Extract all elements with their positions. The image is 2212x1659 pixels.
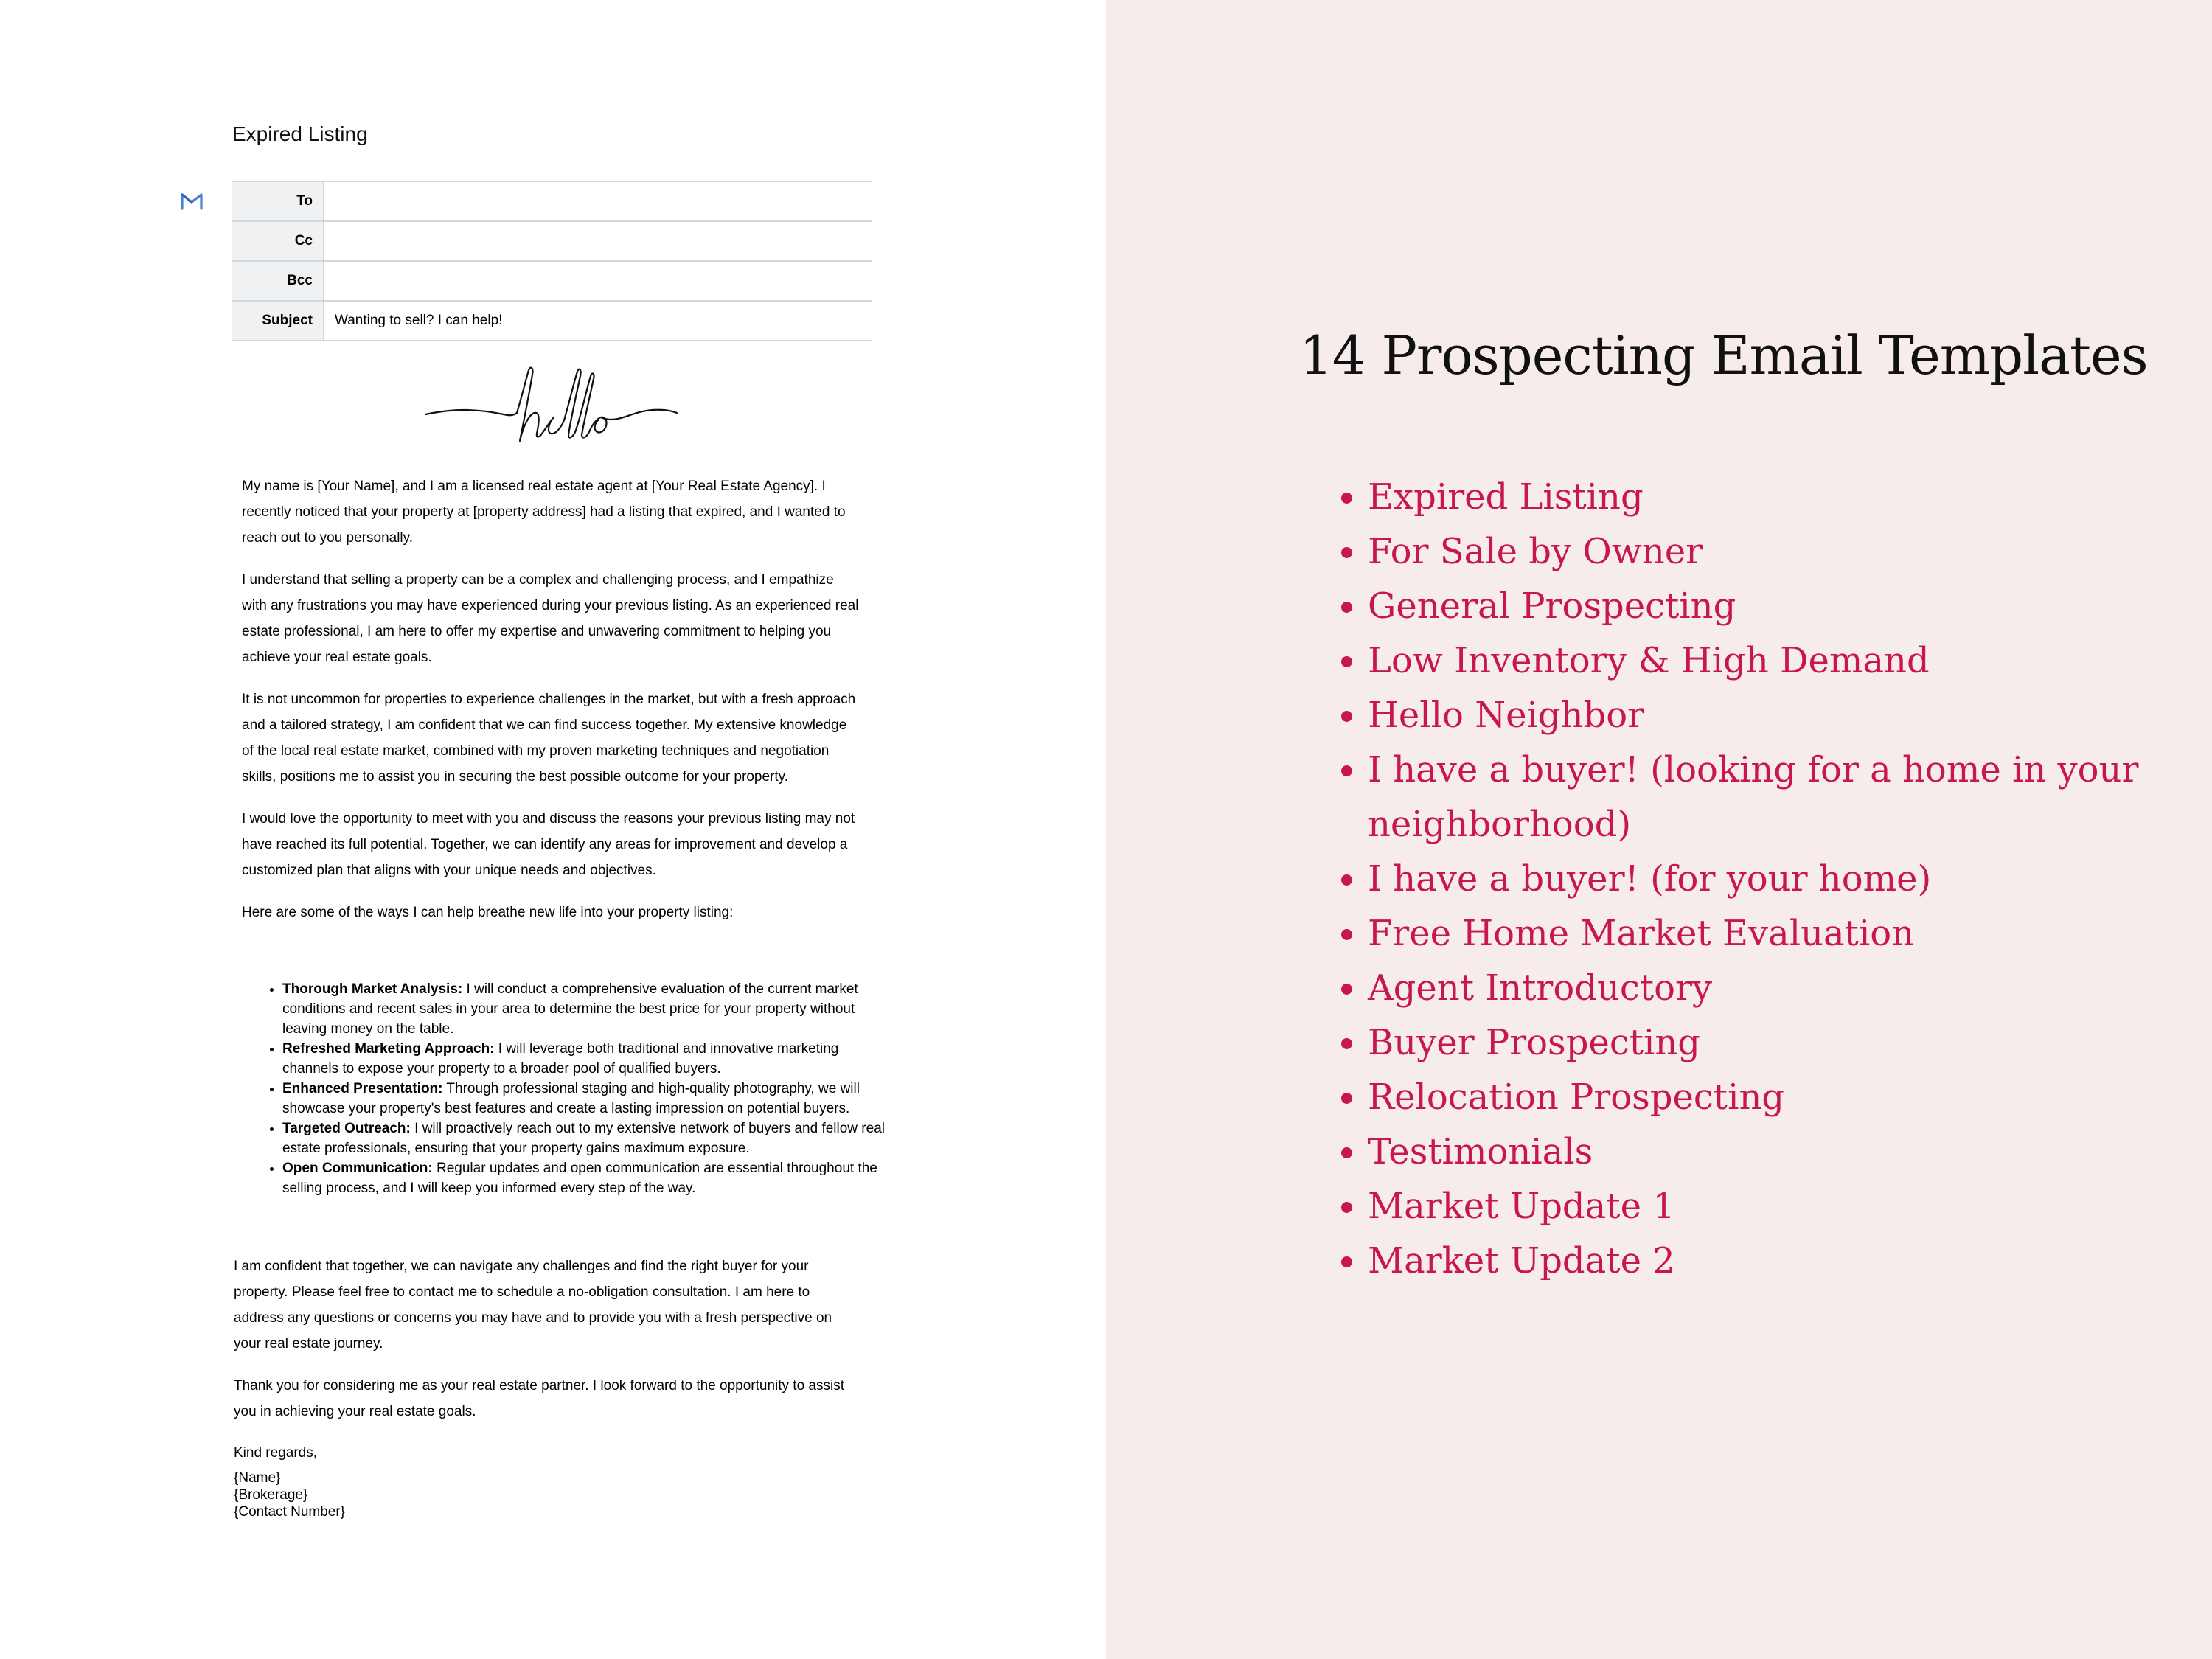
list-item — [282, 979, 894, 1039]
template-item: • Relocation Prospecting — [1368, 1070, 2212, 1124]
subject-label: Subject — [232, 301, 324, 341]
template-item: • Market Update 2 — [1368, 1234, 2212, 1288]
signature-block — [234, 1470, 345, 1520]
email-header-table — [232, 181, 872, 341]
signoff: Kind regards, — [234, 1445, 318, 1461]
bullet-text: I will proactively reach out to my extensive network of buyers and fellow real estate professionals, ensuring that your property gains maximum exposure. — [282, 1121, 885, 1156]
list-item — [282, 1158, 894, 1198]
bullet-text: Through professional staging and high-quality photography, we will showcase your property's best features and create a lasting impression on potential buyers. — [282, 1081, 860, 1116]
template-item: • I have a buyer! (looking for a home in your neighborhood) — [1368, 742, 2212, 852]
template-item: • Hello Neighbor — [1368, 688, 2212, 742]
body-paragraph: My name is [Your Name], and I am a licensed real estate agent at [Your Real Estate Agency]. I recently noticed that your property at [property address] had a listing that expired, and I wanted to reach out to you personally. — [242, 479, 846, 546]
subject-row — [232, 301, 872, 341]
list-item — [282, 1119, 894, 1158]
list-item — [282, 1039, 894, 1079]
closing-paragraph: Thank you for considering me as your real estate partner. I look forward to the opportunity to assist you in achieving your real estate goals. — [234, 1378, 844, 1419]
document-title: Expired Listing — [232, 122, 368, 145]
cc-field[interactable] — [324, 221, 872, 261]
body-paragraph: I would love the opportunity to meet with you and discuss the reasons your previous listing may not have reached its full potential. Together, we can identify any areas for improvement and develop a customized plan that aligns with your unique needs and objectives. — [242, 811, 855, 878]
signature-name: {Name} — [234, 1470, 281, 1486]
list-item — [282, 1079, 894, 1119]
cc-label: Cc — [232, 221, 324, 261]
hello-script-art — [424, 361, 678, 457]
bullet-title: Refreshed Marketing Approach: — [282, 1041, 495, 1057]
template-item: • Low Inventory & High Demand — [1368, 633, 2212, 688]
subject-field[interactable]: Wanting to sell? I can help! — [324, 301, 872, 341]
template-item: • General Prospecting — [1368, 579, 2212, 633]
bullet-title: Open Communication: — [282, 1161, 433, 1176]
body-paragraph: Here are some of the ways I can help breathe new life into your property listing: — [242, 905, 734, 920]
template-item: • Free Home Market Evaluation — [1368, 906, 2212, 961]
body-paragraph: I understand that selling a property can be a complex and challenging process, and I empathize with any frustrations you may have experienced during your previous listing. As an experienced real estate professional, I am here to offer my expertise and unwavering commitment to helping you achieve your real estate goals. — [242, 572, 859, 665]
template-item: • Testimonials — [1368, 1124, 2212, 1179]
bcc-row — [232, 261, 872, 301]
bcc-label: Bcc — [232, 261, 324, 301]
body-paragraph: It is not uncommon for properties to experience challenges in the market, but with a fresh approach and a tailored strategy, I am confident that we can find success together. My extensive knowledge of the local real estate market, combined with my proven marketing techniques and negotiation skills, positions me to assist you in securing the best possible outcome for your property. — [242, 692, 856, 785]
email-closing — [234, 1253, 860, 1441]
bullet-text: Regular updates and open communication are essential throughout the selling process, and I will keep you informed every step of the way. — [282, 1161, 877, 1196]
bcc-field[interactable] — [324, 261, 872, 301]
benefits-list — [254, 979, 894, 1198]
template-item: • Agent Introductory — [1368, 961, 2212, 1015]
gmail-icon — [180, 190, 204, 211]
signature-brokerage: {Brokerage} — [234, 1487, 308, 1503]
template-item: • Market Update 1 — [1368, 1179, 2212, 1234]
bullet-title: Thorough Market Analysis: — [282, 981, 463, 997]
to-label: To — [232, 181, 324, 221]
template-item: • Expired Listing — [1368, 470, 2212, 524]
template-item: • For Sale by Owner — [1368, 524, 2212, 579]
bullet-title: Enhanced Presentation: — [282, 1081, 443, 1096]
bullet-title: Targeted Outreach: — [282, 1121, 411, 1136]
bullet-text: I will conduct a comprehensive evaluation of the current market conditions and recent sales in your area to determine the best price for your property without leaving money on the table. — [282, 981, 858, 1037]
closing-paragraph: I am confident that together, we can navigate any challenges and find the right buyer for your property. Please feel free to contact me to schedule a no-obligation consultation. I am here to address any questions or concerns you may have and to provide you with a fresh perspective on your real estate journey. — [234, 1259, 832, 1352]
cc-row — [232, 221, 872, 261]
bullet-text: I will leverage both traditional and innovative marketing channels to expose your property to a broader pool of qualified buyers. — [282, 1041, 839, 1077]
template-item: • I have a buyer! (for your home) — [1368, 852, 2212, 906]
signature-contact: {Contact Number} — [234, 1504, 346, 1520]
email-body — [242, 473, 860, 942]
template-list — [1338, 470, 2212, 1288]
to-field[interactable] — [324, 181, 872, 221]
template-item: • Buyer Prospecting — [1368, 1015, 2212, 1070]
promo-title: 14 Prospecting Email Templates — [1299, 324, 2148, 386]
to-row — [232, 181, 872, 221]
